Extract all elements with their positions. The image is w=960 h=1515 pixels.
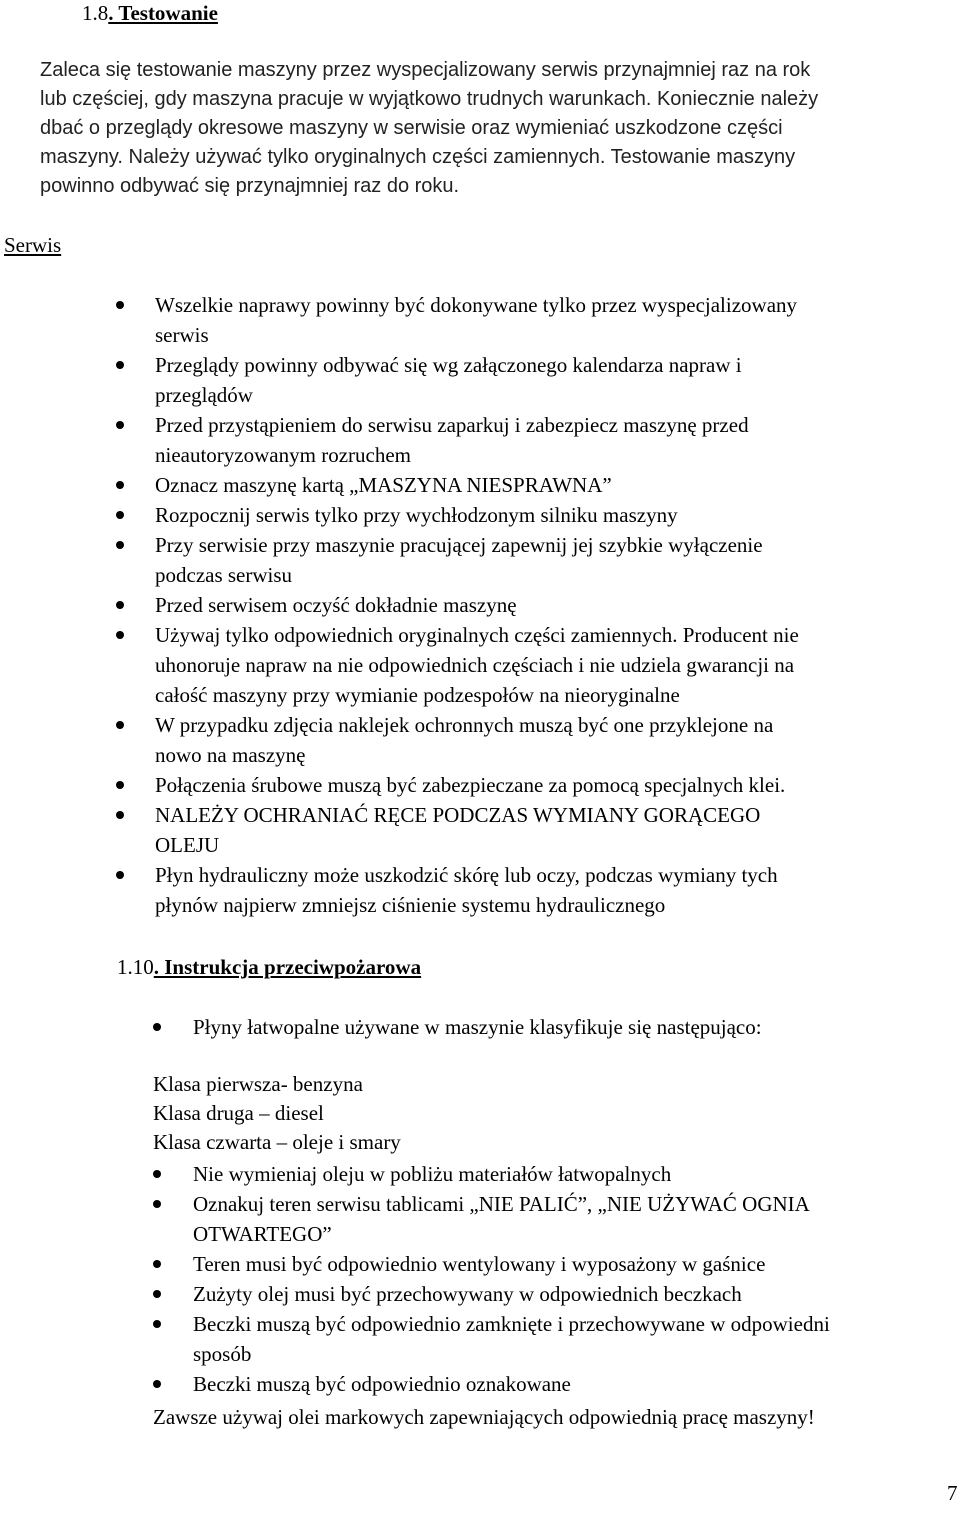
- list-item: [155, 410, 945, 470]
- list-item-line: Beczki muszą być odpowiednio oznakowane: [193, 1372, 571, 1396]
- paragraph-line: maszyny. Należy używać tylko oryginalnych części zamiennych. Testowanie maszyny: [40, 146, 796, 168]
- paragraph-line: Zaleca się testowanie maszyny przez wyspecjalizowany serwis przynajmniej raz na rok: [40, 59, 811, 81]
- closing-sentence: Zawsze używaj olei markowych zapewniających odpowiednią pracę maszyny!: [153, 1405, 815, 1429]
- list-item: [155, 530, 945, 590]
- list-item-line: Wszelkie naprawy powinny być dokonywane tylko przez wyspecjalizowany: [155, 293, 798, 317]
- bullet-icon: [116, 601, 124, 609]
- list-item: [193, 1309, 959, 1369]
- list-item: [193, 1159, 959, 1189]
- bullet-icon: [153, 1320, 161, 1328]
- section-1-8-heading: [82, 0, 218, 28]
- bullet-icon: [116, 781, 124, 789]
- list-item-line: Przed przystąpieniem do serwisu zaparkuj i zabezpiecz maszynę przed: [155, 413, 749, 437]
- testing-paragraph: [40, 56, 940, 201]
- bullet-icon: [116, 811, 124, 819]
- list-item-line: nowo na maszynę: [155, 743, 306, 767]
- bullet-icon: [153, 1290, 161, 1298]
- list-item: [155, 350, 945, 410]
- fire-intro-list: [193, 1012, 953, 1042]
- list-item-line: Połączenia śrubowe muszą być zabezpieczane za pomocą specjalnych klei.: [155, 773, 786, 797]
- page-number: 7: [947, 1481, 958, 1505]
- paragraph-line: dbać o przeglądy okresowe maszyny w serwisie oraz wymieniać uszkodzone części: [40, 117, 783, 139]
- list-item-line: płynów najpierw zmniejsz ciśnienie systemu hydraulicznego: [155, 893, 666, 917]
- class-line: Klasa czwarta – oleje i smary: [153, 1130, 401, 1154]
- list-item-line: OTWARTEGO”: [193, 1222, 332, 1246]
- list-item-line: Zużyty olej musi być przechowywany w odpowiednich beczkach: [193, 1282, 742, 1306]
- list-item: [193, 1012, 953, 1042]
- list-item: [193, 1249, 959, 1279]
- bullet-icon: [153, 1380, 161, 1388]
- list-item: [193, 1369, 959, 1399]
- section-1-10-heading: [117, 952, 421, 982]
- paragraph-line: lub częściej, gdy maszyna pracuje w wyjątkowo trudnych warunkach. Koniecznie należy: [40, 88, 819, 110]
- list-item: [155, 710, 945, 770]
- list-item-line: Przeglądy powinny odbywać się wg załączonego kalendarza napraw i: [155, 353, 742, 377]
- class-line: Klasa druga – diesel: [153, 1101, 324, 1125]
- list-item-line: Beczki muszą być odpowiednio zamknięte i przechowywane w odpowiedni: [193, 1312, 830, 1336]
- list-item: [193, 1189, 959, 1249]
- bullet-icon: [153, 1260, 161, 1268]
- list-item: [155, 620, 945, 710]
- list-item-line: Teren musi być odpowiednio wentylowany i wyposażony w gaśnice: [193, 1252, 766, 1276]
- bullet-icon: [116, 301, 124, 309]
- list-item-line: Przy serwisie przy maszynie pracującej zapewnij jej szybkie wyłączenie: [155, 533, 763, 557]
- class-line: Klasa pierwsza- benzyna: [153, 1072, 363, 1096]
- list-item: [155, 860, 945, 920]
- list-item-line: uhonoruje napraw na nie odpowiednich częściach i nie udziela gwarancji na: [155, 653, 795, 677]
- list-item-line: Oznakuj teren serwisu tablicami „NIE PALIĆ”, „NIE UŻYWAĆ OGNIA: [193, 1192, 810, 1216]
- list-item-line: Oznacz maszynę kartą „MASZYNA NIESPRAWNA”: [155, 473, 612, 497]
- bullet-icon: [153, 1023, 161, 1031]
- bullet-icon: [153, 1170, 161, 1178]
- serwis-list: [155, 290, 945, 920]
- list-item-line: sposób: [193, 1342, 252, 1366]
- bullet-icon: [116, 481, 124, 489]
- list-item-line: NALEŻY OCHRANIAĆ RĘCE PODCZAS WYMIANY GORĄCEGO: [155, 803, 761, 827]
- list-item-line: Płyn hydrauliczny może uszkodzić skórę lub oczy, podczas wymiany tych: [155, 863, 778, 887]
- list-item-line: serwis: [155, 323, 209, 347]
- flammable-classes: [153, 1070, 401, 1157]
- list-item-text: Płyny łatwopalne używane w maszynie klasyfikuje się następująco:: [193, 1015, 762, 1039]
- list-item-line: W przypadku zdjęcia naklejek ochronnych muszą być one przyklejone na: [155, 713, 774, 737]
- list-item: [155, 590, 945, 620]
- bullet-icon: [116, 421, 124, 429]
- bullet-icon: [153, 1200, 161, 1208]
- bullet-icon: [116, 361, 124, 369]
- list-item: [193, 1279, 959, 1309]
- list-item-line: OLEJU: [155, 833, 220, 857]
- list-item-line: całość maszyny przy wymianie podzespołów na nieoryginalne: [155, 683, 680, 707]
- bullet-icon: [116, 631, 124, 639]
- bullet-icon: [116, 511, 124, 519]
- section-number: 1.10: [117, 955, 154, 979]
- list-item-line: podczas serwisu: [155, 563, 293, 587]
- bullet-icon: [116, 721, 124, 729]
- serwis-heading: Serwis: [4, 233, 62, 257]
- section-number: 1.8: [82, 1, 109, 25]
- list-item-line: Używaj tylko odpowiednich oryginalnych części zamiennych. Producent nie: [155, 623, 799, 647]
- section-title: . Instrukcja przeciwpożarowa: [153, 955, 422, 979]
- bullet-icon: [116, 541, 124, 549]
- list-item-line: Przed serwisem oczyść dokładnie maszynę: [155, 593, 517, 617]
- list-item: [155, 800, 945, 860]
- list-item-line: Nie wymieniaj oleju w pobliżu materiałów łatwopalnych: [193, 1162, 672, 1186]
- list-item-line: przeglądów: [155, 383, 253, 407]
- list-item: [155, 470, 945, 500]
- list-item: [155, 500, 945, 530]
- list-item: [155, 770, 945, 800]
- list-item-line: Rozpocznij serwis tylko przy wychłodzonym silniku maszyny: [155, 503, 678, 527]
- section-title: . Testowanie: [108, 1, 218, 25]
- list-item: [155, 290, 945, 350]
- bullet-icon: [116, 871, 124, 879]
- paragraph-line: powinno odbywać się przynajmniej raz do roku.: [40, 175, 460, 197]
- fire-rules-list: [193, 1159, 959, 1399]
- list-item-line: nieautoryzowanym rozruchem: [155, 443, 411, 467]
